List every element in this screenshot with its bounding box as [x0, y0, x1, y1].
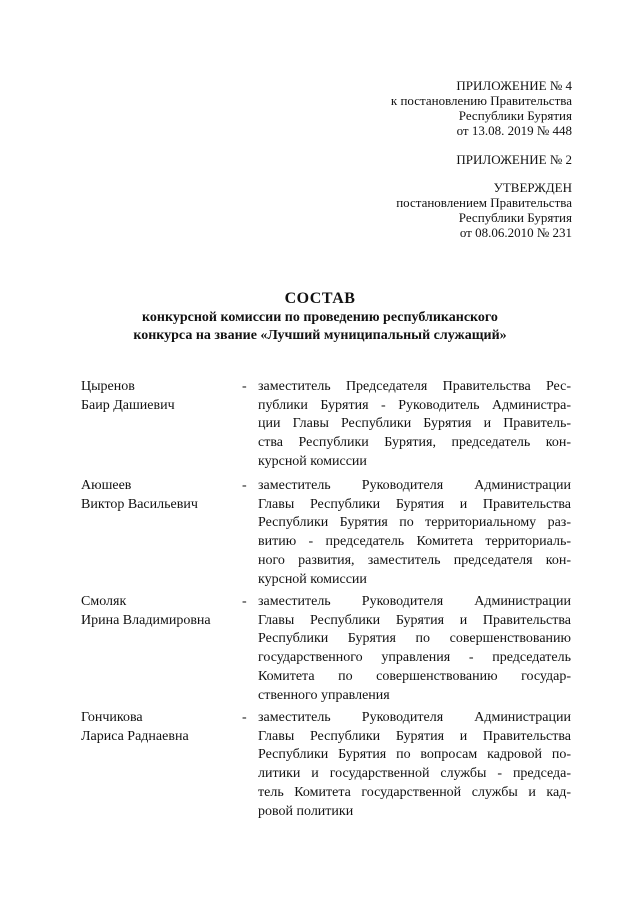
member-position-line: публики Бурятия - Руководитель Администра- — [258, 397, 571, 413]
approved-title: УТВЕРЖДЕН — [493, 180, 572, 195]
member-name — [81, 709, 241, 746]
member-position-line: Главы Республики Бурятия и Правительства — [258, 612, 571, 628]
member-position-line: Республики Бурятия по территориальному раз- — [258, 515, 571, 531]
member-surname: Аюшеев — [81, 478, 132, 493]
member-position-line: ства Республики Бурятия, председатель кон- — [258, 435, 571, 451]
member-position-line: курсной комиссии — [258, 453, 367, 469]
member-surname: Смоляк — [81, 594, 127, 609]
document-subtitle-line1: конкурсной комиссии по проведению республиканского — [142, 310, 498, 325]
member-position-line: заместитель Руководителя Администрации — [258, 594, 571, 609]
document-subtitle — [0, 309, 640, 345]
member-position-line: Главы Республики Бурятия и Правительства — [258, 496, 571, 512]
member-position-line: тель Комитета государственной службы и кад- — [258, 784, 571, 800]
member-position — [258, 709, 571, 821]
member-given-names: Баир Дашиевич — [81, 397, 175, 413]
member-position — [258, 477, 571, 589]
member-position-line: государственного управления - председатель — [258, 650, 571, 666]
member-given-names: Виктор Васильевич — [81, 496, 198, 512]
member-position-line: Главы Республики Бурятия и Правительства — [258, 728, 571, 744]
member-dash: - — [242, 710, 247, 725]
member-name — [81, 477, 241, 514]
attachment-4-line2: Республики Бурятия — [458, 108, 572, 123]
member-position-line: Комитета по совершенствованию государ- — [258, 668, 571, 684]
attachment-4-line3: от 13.08. 2019 № 448 — [456, 123, 572, 138]
member-name — [81, 593, 241, 630]
member-position-line: витию - председатель Комитета территориаль- — [258, 534, 571, 550]
document-title: СОСТАВ — [284, 290, 356, 307]
member-position-line: ции Главы Республики Бурятия и Правитель- — [258, 416, 571, 432]
member-position-line: ровой политики — [258, 803, 354, 819]
member-position-line: заместитель Руководителя Администрации — [258, 710, 571, 725]
approved-block — [396, 180, 572, 240]
member-name — [81, 378, 241, 415]
member-dash: - — [242, 379, 247, 394]
member-position-line: ного развития, заместитель председателя кон- — [258, 552, 571, 568]
attachment-4-block — [391, 78, 572, 138]
approved-line2: Республики Бурятия — [458, 210, 572, 225]
attachment-2-block — [456, 152, 572, 167]
member-position-line: заместитель Руководителя Администрации — [258, 478, 571, 493]
member-position-line: ственного управления — [258, 687, 390, 703]
approved-line1: постановлением Правительства — [396, 195, 572, 210]
member-surname: Цыренов — [81, 379, 135, 394]
member-position-line: Республики Бурятия по вопросам кадровой по- — [258, 747, 571, 763]
document-subtitle-line2: конкурса на звание «Лучший муниципальный служащий» — [133, 328, 507, 343]
member-position-line: литики и государственной службы - председа- — [258, 766, 571, 782]
member-position — [258, 378, 571, 472]
member-position-line: курсной комиссии — [258, 571, 367, 587]
attachment-4-line1: к постановлению Правительства — [390, 93, 572, 108]
member-position — [258, 593, 571, 705]
member-position-line: заместитель Председателя Правительства Рес- — [258, 379, 571, 394]
approved-line3: от 08.06.2010 № 231 — [459, 225, 572, 240]
member-position-line: Республики Бурятия по совершенствованию — [258, 631, 571, 647]
member-dash: - — [242, 594, 247, 609]
member-given-names: Лариса Раднаевна — [81, 728, 189, 744]
member-dash: - — [242, 478, 247, 493]
attachment-2-title: ПРИЛОЖЕНИЕ № 2 — [456, 152, 572, 167]
member-given-names: Ирина Владимировна — [81, 612, 211, 628]
member-surname: Гончикова — [81, 710, 143, 725]
attachment-4-title: ПРИЛОЖЕНИЕ № 4 — [456, 78, 572, 93]
